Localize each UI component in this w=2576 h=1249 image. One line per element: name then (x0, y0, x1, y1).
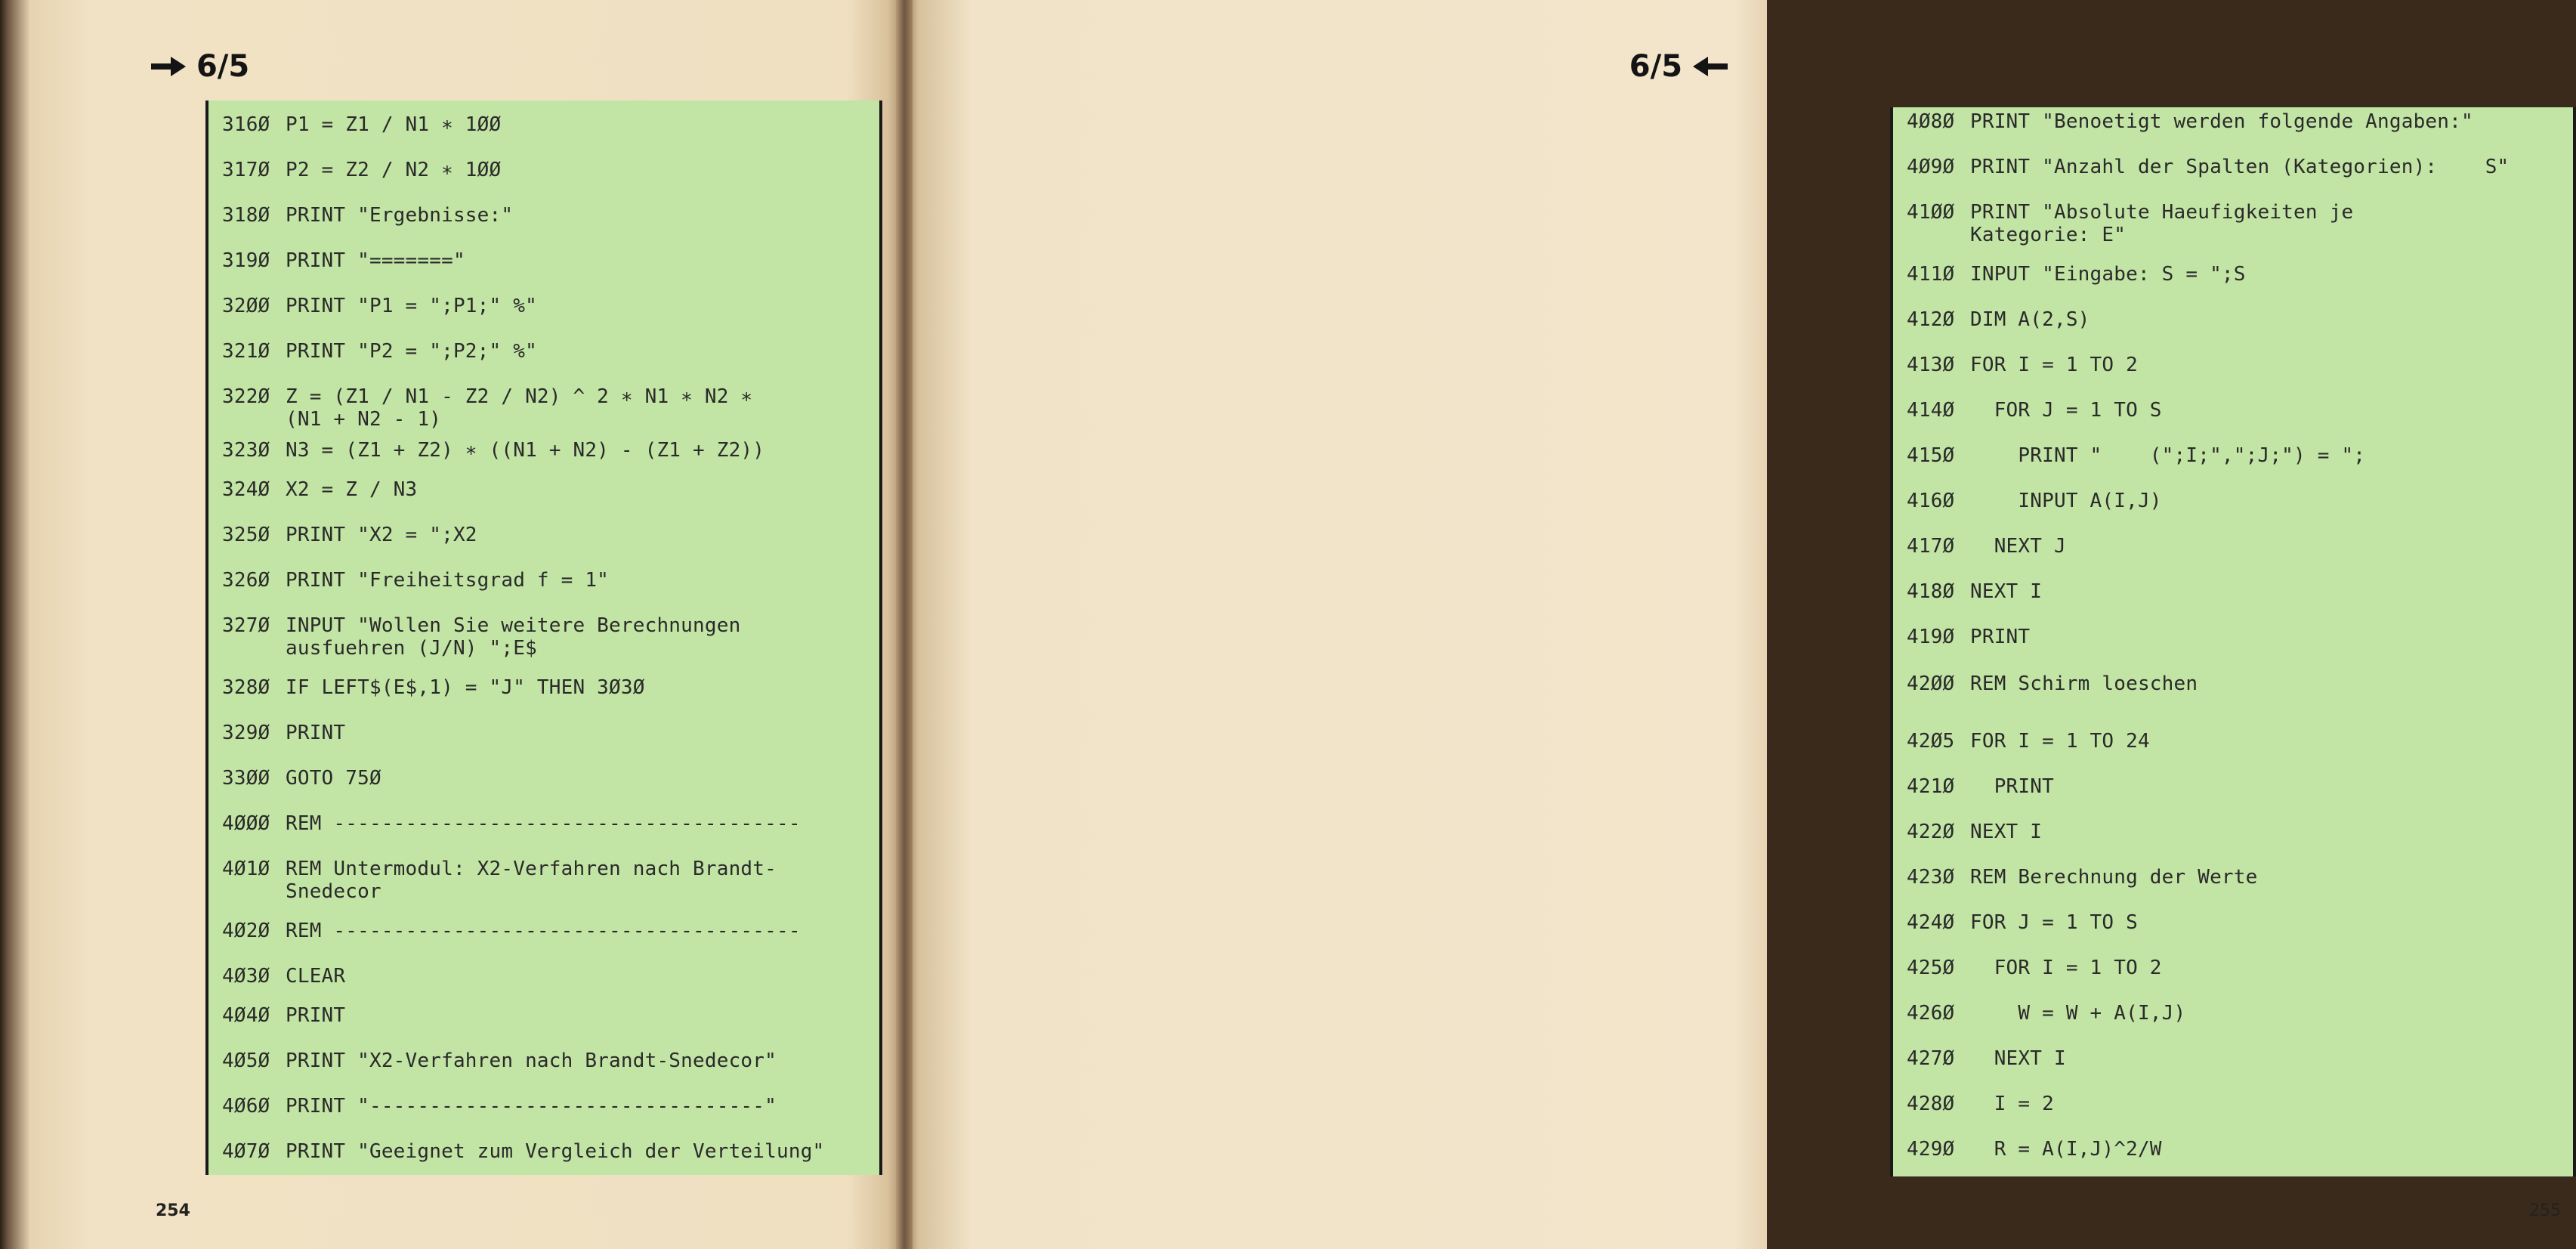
line-number: 426Ø (1907, 1002, 1955, 1025)
line-number: 416Ø (1907, 490, 1955, 512)
code-statement: PRINT (286, 1004, 346, 1027)
line-number: 418Ø (1907, 580, 1955, 603)
left-page-header (151, 50, 249, 82)
code-statement: IF LEFT$(E$,1) = "J" THEN 3Ø3Ø (286, 676, 645, 699)
code-statement: PRINT "P2 = ";P2;" %" (286, 340, 537, 363)
line-number: 316Ø (222, 113, 270, 136)
code-line (222, 722, 872, 744)
right-page-number: 255 (2529, 1201, 2561, 1220)
code-line (1907, 399, 2565, 422)
code-statement: INPUT "Eingabe: S = ";S (1970, 263, 2246, 286)
code-line (222, 858, 872, 903)
code-statement: FOR I = 1 TO 2 (1970, 354, 2138, 376)
code-statement: FOR J = 1 TO S (1970, 911, 2138, 934)
code-statement: REM --------------------------------------- (286, 920, 801, 942)
line-number: 321Ø (222, 340, 270, 363)
code-statement: W = W + A(I,J) (1970, 1002, 2186, 1025)
code-statement: PRINT "Geeignet zum Vergleich der Verteilung" (286, 1140, 825, 1163)
code-statement: Z = (Z1 / N1 - Z2 / N2) ^ 2 ∗ N1 ∗ N2 ∗ (N1 + N2 - 1) (286, 385, 753, 431)
line-number: 415Ø (1907, 444, 1955, 467)
code-statement: R = A(I,J)^2/W (1970, 1138, 2162, 1161)
code-line (222, 1004, 872, 1027)
code-line (1907, 866, 2565, 889)
code-line (222, 340, 872, 363)
code-statement: PRINT (1970, 626, 2031, 648)
right-code-listing (1890, 107, 2576, 1176)
code-line (1907, 730, 2565, 753)
code-statement: NEXT J (1970, 535, 2066, 558)
line-number: 4Ø5Ø (222, 1050, 270, 1072)
line-number: 319Ø (222, 249, 270, 272)
code-statement: REM Untermodul: X2-Verfahren nach Brandt- Snedecor (286, 858, 777, 903)
code-line (222, 524, 872, 546)
line-number: 412Ø (1907, 308, 1955, 331)
code-line (1907, 444, 2565, 467)
code-line (1907, 1093, 2565, 1115)
code-line (222, 385, 872, 431)
line-number: 427Ø (1907, 1047, 1955, 1070)
code-statement: P1 = Z1 / N1 ∗ 1ØØ (286, 113, 502, 136)
code-line (1907, 821, 2565, 843)
line-number: 325Ø (222, 524, 270, 546)
code-line (1907, 201, 2565, 246)
line-number: 422Ø (1907, 821, 1955, 843)
code-line (222, 204, 872, 227)
line-number: 323Ø (222, 439, 270, 462)
code-line (222, 812, 872, 835)
line-number: 42Ø5 (1907, 730, 1955, 753)
code-statement: INPUT "Wollen Sie weitere Berechnungen ausfuehren (J/N) ";E$ (286, 614, 741, 660)
code-line (1907, 626, 2565, 648)
code-line (222, 614, 872, 660)
code-statement: PRINT (1970, 775, 2054, 798)
line-number: 33ØØ (222, 767, 270, 790)
line-number: 411Ø (1907, 263, 1955, 286)
line-number: 318Ø (222, 204, 270, 227)
code-statement: P2 = Z2 / N2 ∗ 1ØØ (286, 159, 502, 181)
right-page (903, 0, 2561, 1249)
line-number: 424Ø (1907, 911, 1955, 934)
line-number: 413Ø (1907, 354, 1955, 376)
code-statement: NEXT I (1970, 1047, 2066, 1070)
code-statement: PRINT "X2 = ";X2 (286, 524, 477, 546)
code-line (222, 113, 872, 136)
code-statement: PRINT "Ergebnisse:" (286, 204, 514, 227)
code-statement: PRINT "X2-Verfahren nach Brandt-Snedecor" (286, 1050, 777, 1072)
code-statement: REM --------------------------------------- (286, 812, 801, 835)
code-line (222, 767, 872, 790)
code-line (222, 478, 872, 501)
code-line (1907, 490, 2565, 512)
line-number: 329Ø (222, 722, 270, 744)
code-line (222, 1050, 872, 1072)
line-number: 4Ø8Ø (1907, 110, 1955, 133)
book-gutter (896, 0, 913, 1249)
line-number: 326Ø (222, 569, 270, 592)
code-line (1907, 308, 2565, 331)
code-statement: INPUT A(I,J) (1970, 490, 2162, 512)
code-line (1907, 911, 2565, 934)
code-line (222, 676, 872, 699)
code-line (1907, 535, 2565, 558)
code-statement: FOR I = 1 TO 24 (1970, 730, 2150, 753)
line-number: 324Ø (222, 478, 270, 501)
line-number: 32ØØ (222, 295, 270, 317)
line-number: 423Ø (1907, 866, 1955, 889)
code-statement: PRINT "Benoetigt werden folgende Angaben:" (1970, 110, 2473, 133)
code-line (1907, 1002, 2565, 1025)
line-number: 327Ø (222, 614, 270, 637)
line-number: 328Ø (222, 676, 270, 699)
code-line (1907, 263, 2565, 286)
code-line (222, 295, 872, 317)
code-statement: PRINT "Absolute Haeufigkeiten je Kategorie: E" (1970, 201, 2354, 246)
line-number: 417Ø (1907, 535, 1955, 558)
code-statement: PRINT "---------------------------------" (286, 1095, 777, 1118)
line-number: 421Ø (1907, 775, 1955, 798)
code-line (1907, 1047, 2565, 1070)
code-statement: PRINT (286, 722, 346, 744)
left-code-listing (205, 100, 882, 1175)
code-statement: NEXT I (1970, 580, 2043, 603)
code-line (1907, 1138, 2565, 1161)
line-number: 4Ø9Ø (1907, 156, 1955, 178)
line-number: 414Ø (1907, 399, 1955, 422)
line-number: 4ØØØ (222, 812, 270, 835)
left-section-label: 6/5 (196, 49, 250, 84)
code-statement: GOTO 75Ø (286, 767, 381, 790)
line-number: 4Ø1Ø (222, 858, 270, 880)
code-line (222, 1140, 872, 1163)
line-number: 425Ø (1907, 957, 1955, 979)
line-number: 4Ø4Ø (222, 1004, 270, 1027)
code-statement: N3 = (Z1 + Z2) ∗ ((N1 + N2) - (Z1 + Z2)) (286, 439, 765, 462)
code-statement: DIM A(2,S) (1970, 308, 2090, 331)
right-section-label: 6/5 (1629, 49, 1683, 84)
code-line (222, 159, 872, 181)
line-number: 42ØØ (1907, 672, 1955, 695)
code-line (222, 965, 872, 988)
code-line (1907, 775, 2565, 798)
line-number: 322Ø (222, 385, 270, 408)
line-number: 4Ø6Ø (222, 1095, 270, 1118)
code-line (1907, 354, 2565, 376)
code-statement: CLEAR (286, 965, 346, 988)
code-line (1907, 672, 2565, 695)
code-line (1907, 156, 2565, 178)
code-line (1907, 580, 2565, 603)
code-statement: FOR J = 1 TO S (1970, 399, 2162, 422)
right-page-header (1629, 50, 1728, 82)
code-line (222, 569, 872, 592)
code-statement: PRINT " (";I;",";J;") = "; (1970, 444, 2366, 467)
line-number: 317Ø (222, 159, 270, 181)
code-statement: PRINT "Anzahl der Spalten (Kategorien): S" (1970, 156, 2510, 178)
line-number: 429Ø (1907, 1138, 1955, 1161)
line-number: 4Ø3Ø (222, 965, 270, 988)
line-number: 41ØØ (1907, 201, 1955, 224)
code-statement: FOR I = 1 TO 2 (1970, 957, 2162, 979)
code-statement: PRINT "=======" (286, 249, 465, 272)
arrow-right-icon (151, 55, 186, 78)
left-page-number: 254 (156, 1201, 190, 1220)
line-number: 4Ø7Ø (222, 1140, 270, 1163)
code-statement: REM Berechnung der Werte (1970, 866, 2258, 889)
code-statement: PRINT "Freiheitsgrad f = 1" (286, 569, 610, 592)
code-line (1907, 957, 2565, 979)
line-number: 428Ø (1907, 1093, 1955, 1115)
code-statement: REM Schirm loeschen (1970, 672, 2198, 695)
code-statement: I = 2 (1970, 1093, 2054, 1115)
line-number: 419Ø (1907, 626, 1955, 648)
code-line (222, 249, 872, 272)
code-line (222, 439, 872, 462)
code-line (222, 920, 872, 942)
left-page (0, 0, 903, 1249)
code-statement: NEXT I (1970, 821, 2043, 843)
arrow-left-icon (1693, 55, 1728, 78)
code-statement: X2 = Z / N3 (286, 478, 418, 501)
code-line (222, 1095, 872, 1118)
code-line (1907, 110, 2565, 133)
line-number: 4Ø2Ø (222, 920, 270, 942)
code-statement: PRINT "P1 = ";P1;" %" (286, 295, 537, 317)
